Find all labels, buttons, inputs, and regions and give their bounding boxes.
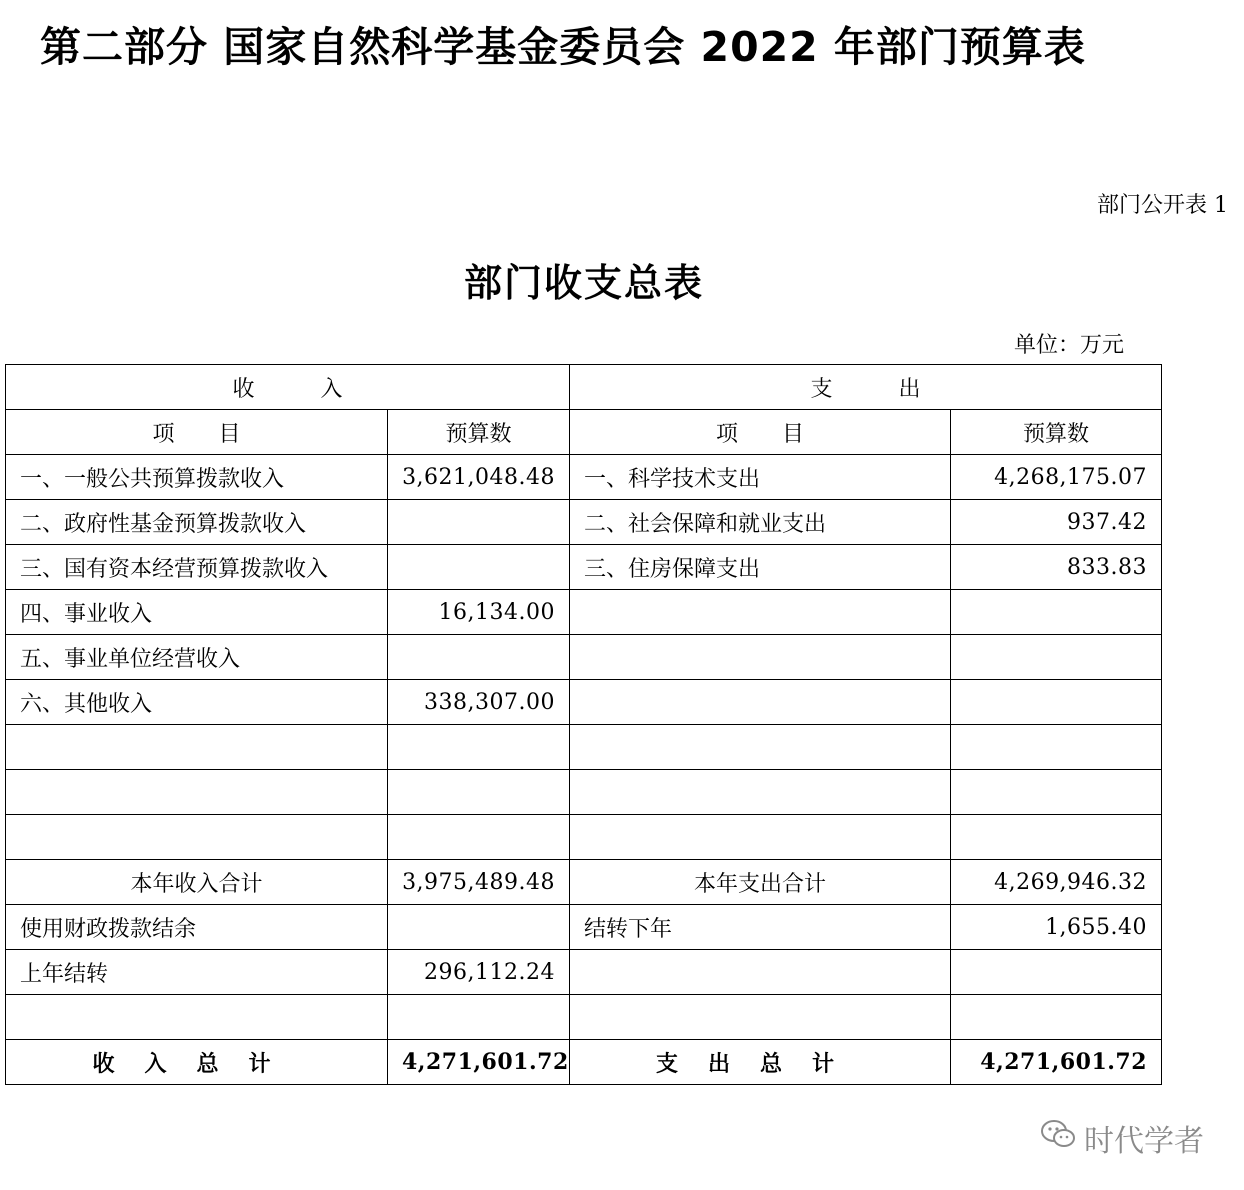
income-value-cell <box>388 725 570 770</box>
income-item-cell <box>6 995 388 1040</box>
unit-label: 单位：万元 <box>1013 333 1124 358</box>
income-value-cell <box>388 995 570 1040</box>
expense-item-cell <box>570 635 951 680</box>
income-value-cell: 16,134.00 <box>388 590 570 635</box>
table-title: 部门收支总表 <box>463 261 704 305</box>
expense-budget-header: 预算数 <box>951 410 1162 455</box>
table-row <box>6 455 1162 500</box>
income-item-cell: 六、其他收入 <box>6 680 388 725</box>
table-row <box>6 1040 1162 1085</box>
income-value-cell: 3,975,489.48 <box>388 860 570 905</box>
income-item-cell: 收入总计 <box>6 1040 388 1085</box>
expense-value-cell <box>951 815 1162 860</box>
section-header-row <box>6 365 1162 410</box>
income-value-cell <box>388 635 570 680</box>
table-row <box>6 725 1162 770</box>
income-value-cell: 4,271,601.72 <box>388 1040 570 1085</box>
table-row <box>6 680 1162 725</box>
expense-value-cell: 937.42 <box>951 500 1162 545</box>
income-item-cell: 五、事业单位经营收入 <box>6 635 388 680</box>
expense-item-cell: 支出总计 <box>570 1040 951 1085</box>
expense-value-cell <box>951 680 1162 725</box>
expense-value-cell <box>951 950 1162 995</box>
expense-value-cell <box>951 590 1162 635</box>
expense-value-cell: 4,269,946.32 <box>951 860 1162 905</box>
column-header-row <box>6 410 1162 455</box>
watermark-text: 时代学者 <box>1084 1124 1204 1159</box>
expense-value-cell: 4,271,601.72 <box>951 1040 1162 1085</box>
income-item-cell: 二、政府性基金预算拨款收入 <box>6 500 388 545</box>
income-item-cell: 四、事业收入 <box>6 590 388 635</box>
income-value-cell: 338,307.00 <box>388 680 570 725</box>
income-section-header: 收 入 <box>6 365 570 410</box>
income-item-cell: 三、国有资本经营预算拨款收入 <box>6 545 388 590</box>
table-row <box>6 905 1162 950</box>
income-item-cell <box>6 815 388 860</box>
income-item-cell: 上年结转 <box>6 950 388 995</box>
expense-value-cell <box>951 725 1162 770</box>
table-row <box>6 860 1162 905</box>
expense-item-cell: 二、社会保障和就业支出 <box>570 500 951 545</box>
expense-value-cell: 1,655.40 <box>951 905 1162 950</box>
income-value-cell <box>388 770 570 815</box>
income-item-cell <box>6 770 388 815</box>
expense-item-cell: 一、科学技术支出 <box>570 455 951 500</box>
income-item-cell: 本年收入合计 <box>6 860 388 905</box>
expense-item-cell <box>570 680 951 725</box>
expense-item-cell <box>570 770 951 815</box>
income-value-cell: 3,621,048.48 <box>388 455 570 500</box>
document-title: 第二部分 国家自然科学基金委员会 2022 年部门预算表 <box>40 23 1086 71</box>
table-code: 部门公开表 1 <box>1097 193 1228 218</box>
income-budget-header: 预算数 <box>388 410 570 455</box>
expense-item-cell: 本年支出合计 <box>570 860 951 905</box>
income-item-header: 项 目 <box>6 410 388 455</box>
table-row <box>6 590 1162 635</box>
table-row <box>6 545 1162 590</box>
income-value-cell: 296,112.24 <box>388 950 570 995</box>
income-item-cell: 一、一般公共预算拨款收入 <box>6 455 388 500</box>
table-row <box>6 500 1162 545</box>
expense-item-cell: 三、住房保障支出 <box>570 545 951 590</box>
expense-section-header: 支 出 <box>570 365 1162 410</box>
expense-value-cell <box>951 995 1162 1040</box>
income-value-cell <box>388 500 570 545</box>
expense-item-cell <box>570 590 951 635</box>
expense-item-header: 项 目 <box>570 410 951 455</box>
expense-value-cell <box>951 770 1162 815</box>
income-value-cell <box>388 905 570 950</box>
expense-item-cell <box>570 950 951 995</box>
expense-item-cell: 结转下年 <box>570 905 951 950</box>
table-row <box>6 770 1162 815</box>
expense-item-cell <box>570 725 951 770</box>
income-item-cell <box>6 725 388 770</box>
wechat-icon <box>1040 1119 1076 1157</box>
watermark <box>1040 1116 1204 1160</box>
expense-value-cell <box>951 635 1162 680</box>
expense-item-cell <box>570 815 951 860</box>
income-value-cell <box>388 545 570 590</box>
income-value-cell <box>388 815 570 860</box>
table-row <box>6 995 1162 1040</box>
table-row <box>6 815 1162 860</box>
table-row <box>6 950 1162 995</box>
budget-table <box>5 364 1162 1085</box>
expense-value-cell: 4,268,175.07 <box>951 455 1162 500</box>
expense-item-cell <box>570 995 951 1040</box>
income-item-cell: 使用财政拨款结余 <box>6 905 388 950</box>
table-row <box>6 635 1162 680</box>
expense-value-cell: 833.83 <box>951 545 1162 590</box>
